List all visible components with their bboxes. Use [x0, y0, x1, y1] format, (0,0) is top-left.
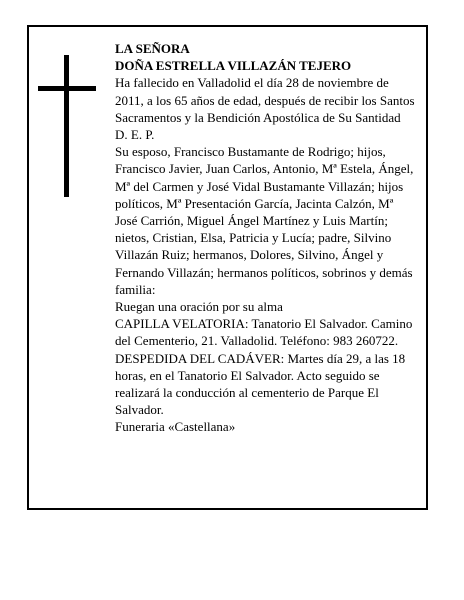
cross-horizontal-bar	[38, 86, 96, 91]
cross-icon	[38, 55, 96, 197]
prayer-request: Ruegan una oración por su alma	[115, 299, 283, 315]
deceased-name: DOÑA ESTRELLA VILLAZÁN TEJERO	[115, 58, 352, 74]
cross-vertical-bar	[64, 55, 69, 197]
family-list: Su esposo, Francisco Bustamante de Rodrigo; hijos, Francisco Javier, Juan Carlos, Antonio, Mª Estela, Ángel, Mª del Carmen y José Vidal Bustamante Villazán; hijos políticos, Mª Presentación García, Jacinta Calzón, Mª José Carrión, Miguel Ángel Martínez y Luis Martín; nietos, Cristian, Elsa, Patricia y Lucía; padre, Silvino Villazán Ruiz; hermanos, Dolores, Silvino, Ángel y Fernando Villazán; hermanos políticos, sobrinos y demás familia:	[115, 144, 414, 297]
dep-line: D. E. P.	[115, 127, 155, 143]
funeral-home: Funeraria «Castellana»	[115, 419, 236, 435]
chapel-info: CAPILLA VELATORIA: Tanatorio El Salvador. Camino del Cementerio, 21. Valladolid. Teléfono: 983 260722.	[115, 316, 413, 349]
obituary-text	[115, 40, 415, 436]
farewell-info: DESPEDIDA DEL CADÁVER: Martes día 29, a las 18 horas, en el Tanatorio El Salvador. Acto seguido se realizará la conducción al cementerio de Parque El Salvador.	[115, 350, 406, 418]
notice-title: LA SEÑORA	[115, 41, 190, 56]
death-statement: Ha fallecido en Valladolid el día 28 de noviembre de 2011, a los 65 años de edad, después de recibir los Santos Sacramentos y la Bendición Apostólica de Su Santidad	[115, 75, 415, 125]
